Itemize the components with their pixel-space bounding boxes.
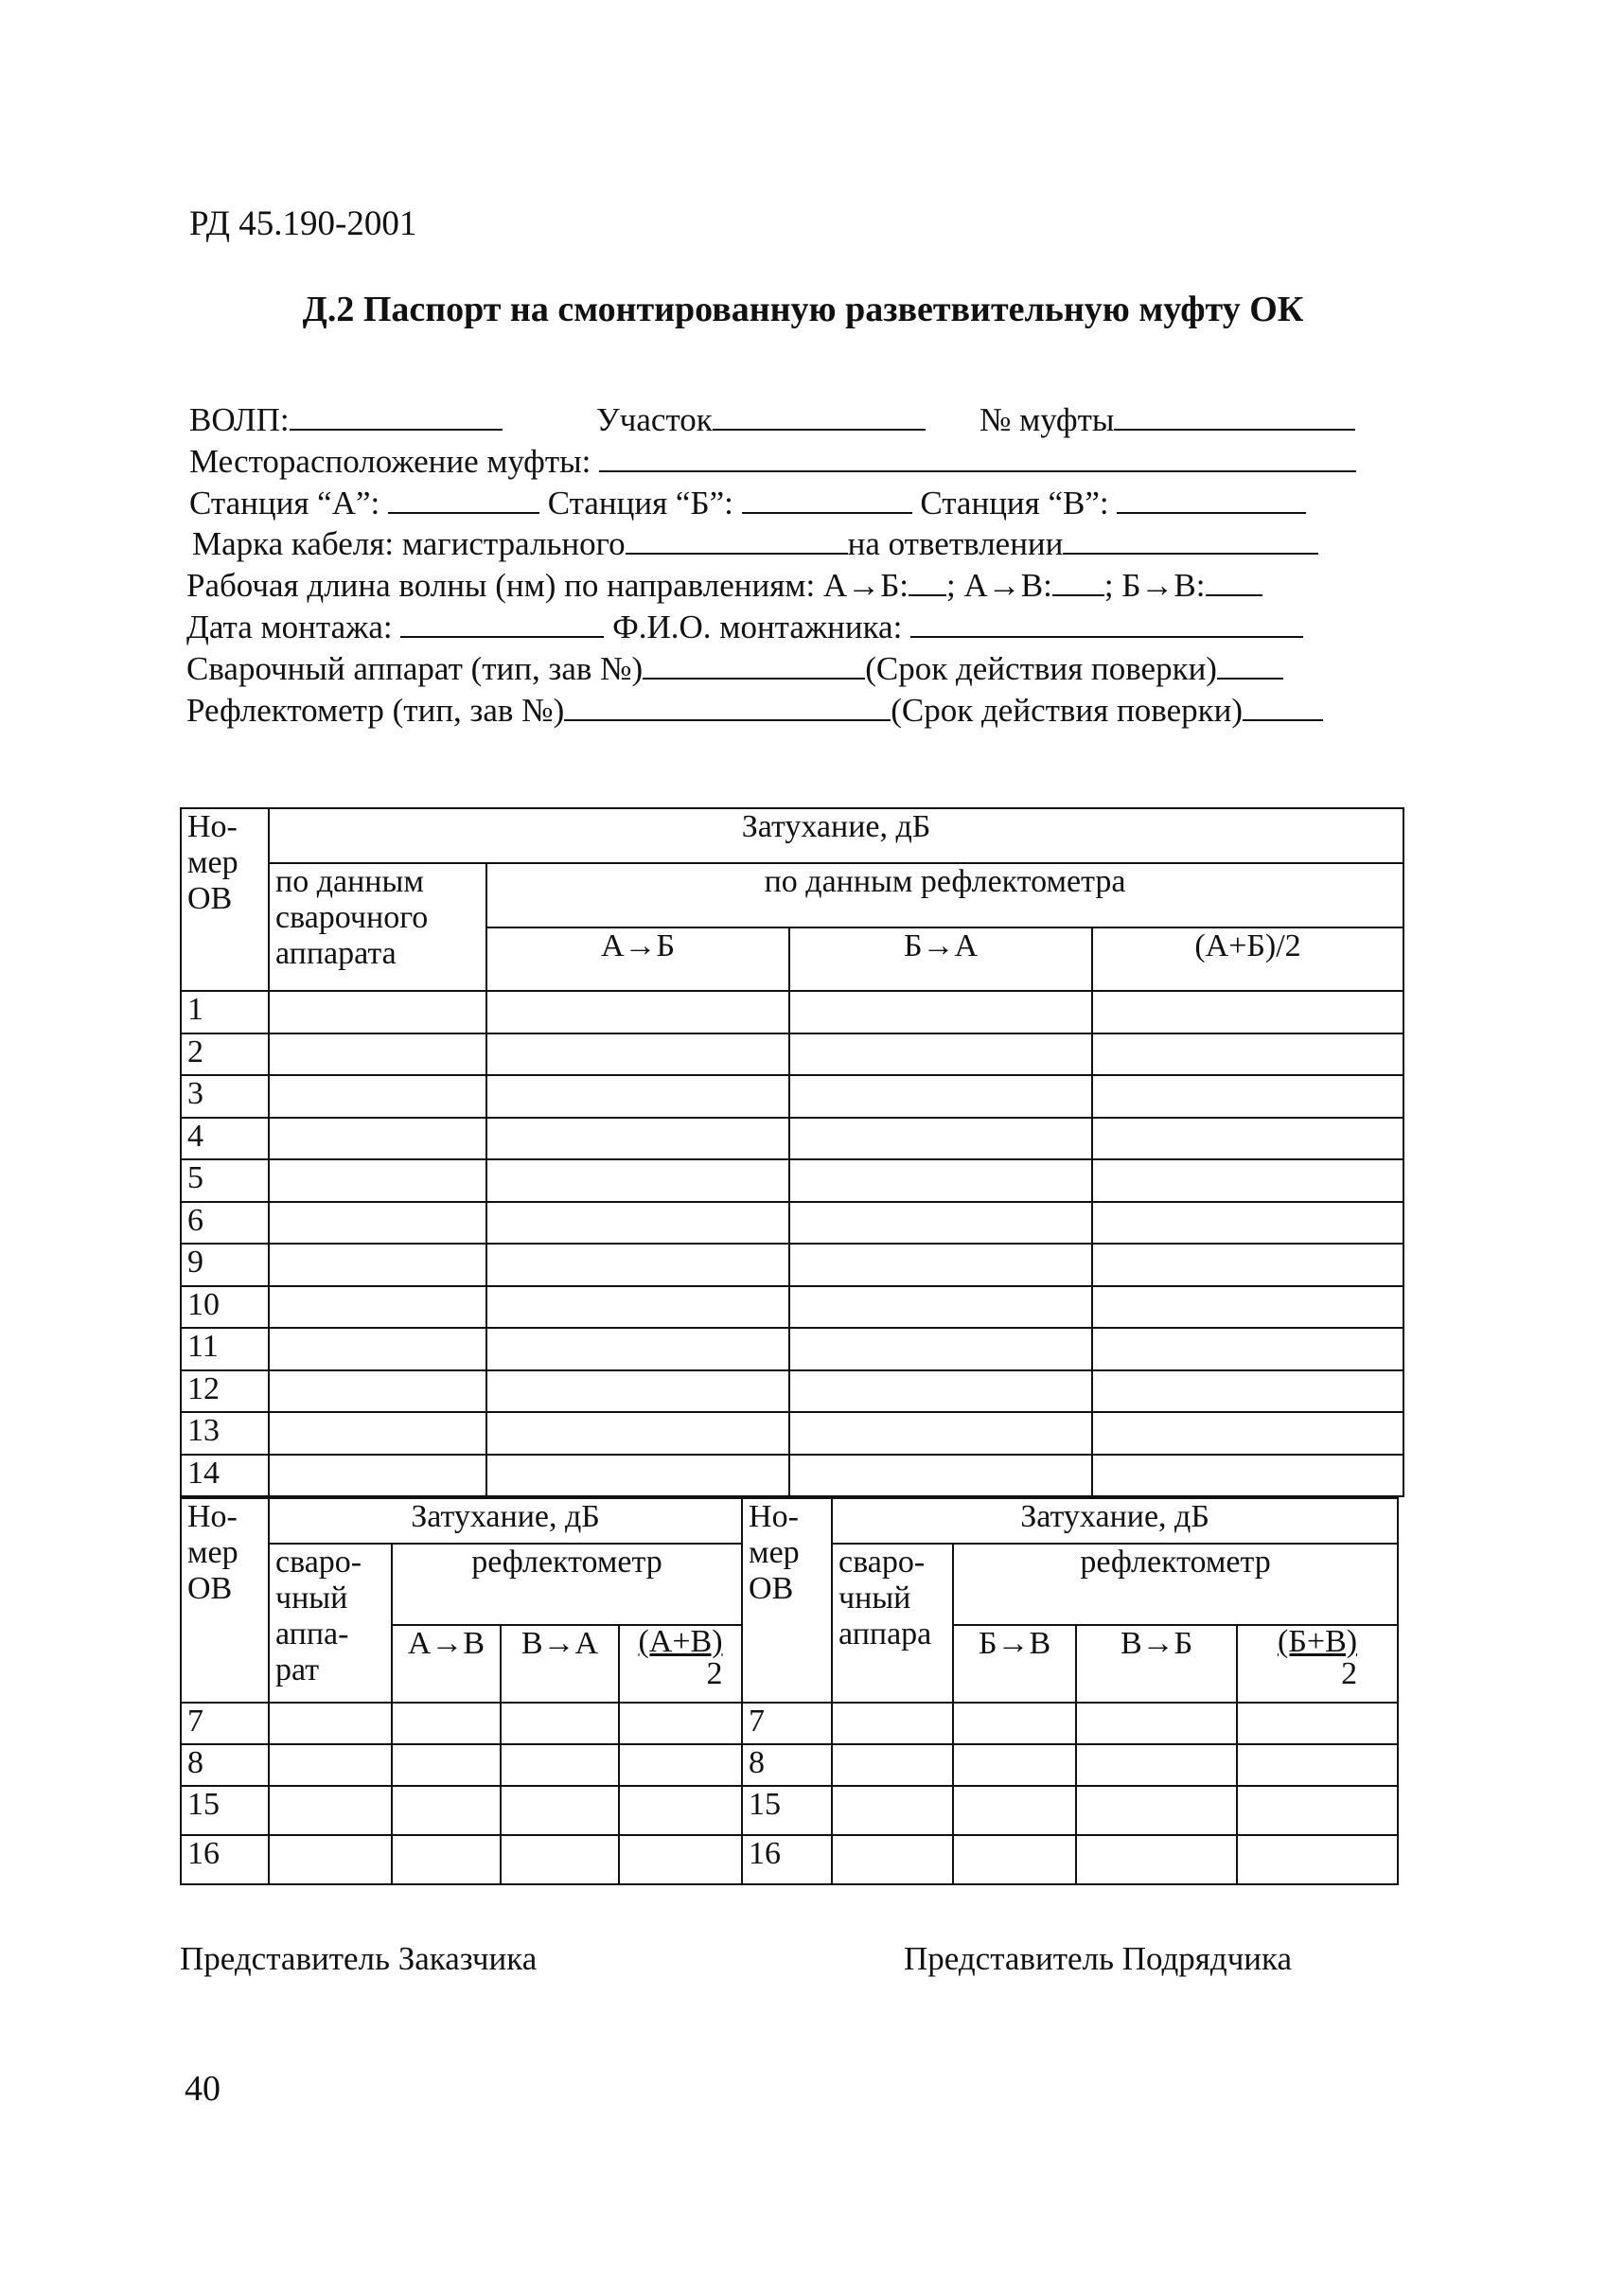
fiber-number-right: 7 — [742, 1703, 832, 1744]
field-wl-bv-blank[interactable] — [1206, 566, 1262, 596]
table-row — [181, 1033, 1403, 1076]
value-cell[interactable] — [269, 991, 486, 1033]
field-station-b-label: Станция “Б”: — [547, 485, 733, 521]
value-cell[interactable] — [832, 1744, 953, 1786]
field-reflectometer — [186, 690, 1323, 732]
dir-ba-header: Б→А — [789, 927, 1092, 991]
value-cell[interactable] — [789, 1328, 1092, 1370]
field-wavelength — [186, 565, 1262, 607]
value-cell[interactable] — [269, 1159, 486, 1202]
attenuation-header-left: Затухание, дБ — [269, 1498, 742, 1544]
value-cell[interactable] — [1092, 1159, 1403, 1202]
fiber-number: 13 — [181, 1412, 269, 1455]
value-cell[interactable] — [486, 1244, 789, 1286]
table-row — [181, 1455, 1403, 1497]
field-station-v-label: Станция “В”: — [920, 485, 1109, 521]
value-cell[interactable] — [486, 1328, 789, 1370]
dir-av-header: А→В — [392, 1625, 501, 1703]
value-cell[interactable] — [269, 1328, 486, 1370]
value-cell[interactable] — [392, 1703, 501, 1744]
value-cell[interactable] — [953, 1835, 1076, 1884]
fiber-number-left: 8 — [181, 1744, 269, 1786]
field-section-blank[interactable] — [713, 400, 926, 431]
field-date — [186, 607, 1303, 648]
field-reflectometer-check-label: (Срок действия поверки) — [891, 692, 1243, 729]
field-reflectometer-label: Рефлектометр (тип, зав №) — [186, 692, 565, 729]
value-cell[interactable] — [832, 1786, 953, 1835]
value-cell[interactable] — [1092, 1412, 1403, 1455]
attenuation-table-2 — [180, 1497, 1399, 1885]
table-row — [181, 1118, 1403, 1160]
fiber-number-left: 16 — [181, 1835, 269, 1884]
value-cell[interactable] — [486, 1202, 789, 1245]
value-cell[interactable] — [789, 1033, 1092, 1076]
by-reflectometer-header: по данным рефлектометра — [486, 863, 1403, 927]
fiber-number: 10 — [181, 1286, 269, 1329]
reflectometer-header-right: рефлектометр — [953, 1544, 1398, 1625]
fiber-number: 9 — [181, 1244, 269, 1286]
field-volp — [189, 399, 503, 441]
page-number: 40 — [185, 2069, 221, 2109]
value-cell[interactable] — [1092, 1202, 1403, 1245]
field-wavelength-label: Рабочая длина волны (нм) по направлениям: А→Б: — [186, 567, 909, 604]
value-cell[interactable] — [789, 1412, 1092, 1455]
value-cell[interactable] — [1092, 1455, 1403, 1497]
welder-header-right: сваро- чный аппара — [832, 1544, 953, 1703]
value-cell[interactable] — [832, 1835, 953, 1884]
col-number-header-left: Но- мер ОВ — [181, 1498, 269, 1703]
dir-vb-header: В→Б — [1076, 1625, 1237, 1703]
value-cell[interactable] — [486, 1455, 789, 1497]
value-cell[interactable] — [1237, 1744, 1398, 1786]
table-row — [181, 1786, 1398, 1835]
fiber-number: 4 — [181, 1118, 269, 1160]
field-welder — [186, 648, 1283, 690]
field-volp-blank[interactable] — [290, 400, 503, 431]
value-cell[interactable] — [1092, 1033, 1403, 1076]
fiber-number-left: 7 — [181, 1703, 269, 1744]
table-row — [181, 991, 1403, 1033]
field-section-label: Участок — [596, 401, 713, 438]
value-cell[interactable] — [1076, 1703, 1237, 1744]
value-cell[interactable] — [392, 1744, 501, 1786]
value-cell[interactable] — [789, 991, 1092, 1033]
field-location-blank[interactable] — [599, 442, 1356, 472]
value-cell[interactable] — [1092, 1328, 1403, 1370]
field-installer-blank[interactable] — [910, 608, 1303, 638]
dir-ab-header: А→Б — [486, 927, 789, 991]
value-cell[interactable] — [953, 1744, 1076, 1786]
value-cell[interactable] — [1076, 1835, 1237, 1884]
value-cell[interactable] — [789, 1370, 1092, 1413]
value-cell[interactable] — [486, 1075, 789, 1118]
field-wl-bv-label: ; Б→В: — [1103, 567, 1206, 604]
value-cell[interactable] — [269, 1244, 486, 1286]
value-cell[interactable] — [501, 1703, 619, 1744]
value-cell[interactable] — [269, 1455, 486, 1497]
fiber-number: 6 — [181, 1202, 269, 1245]
value-cell[interactable] — [619, 1835, 742, 1884]
field-station-v-blank[interactable] — [1117, 484, 1306, 514]
field-stations — [189, 483, 1306, 524]
avg-header: (А+Б)/2 — [1092, 927, 1403, 991]
field-volp-label: ВОЛП: — [189, 401, 290, 438]
field-cable-branch-blank[interactable] — [1063, 524, 1318, 555]
customer-signature: Представитель Заказчика — [180, 1940, 538, 1977]
attenuation-header: Затухание, дБ — [269, 808, 1403, 863]
field-cable-main-label: Марка кабеля: магистрального — [192, 525, 626, 562]
value-cell[interactable] — [789, 1118, 1092, 1160]
value-cell[interactable] — [1237, 1786, 1398, 1835]
field-welder-check-blank[interactable] — [1217, 649, 1283, 680]
value-cell[interactable] — [269, 1744, 392, 1786]
value-cell[interactable] — [486, 1412, 789, 1455]
fiber-number: 1 — [181, 991, 269, 1033]
field-reflectometer-blank[interactable] — [564, 691, 891, 721]
value-cell[interactable] — [486, 1370, 789, 1413]
value-cell[interactable] — [1237, 1835, 1398, 1884]
table-row — [181, 1328, 1403, 1370]
fiber-number: 5 — [181, 1159, 269, 1202]
fiber-number-right: 8 — [742, 1744, 832, 1786]
value-cell[interactable] — [789, 1075, 1092, 1118]
field-cable — [192, 523, 1318, 565]
table-row — [181, 1744, 1398, 1786]
fiber-number: 14 — [181, 1455, 269, 1497]
value-cell[interactable] — [789, 1244, 1092, 1286]
value-cell[interactable] — [1092, 991, 1403, 1033]
value-cell[interactable] — [619, 1744, 742, 1786]
value-cell[interactable] — [953, 1786, 1076, 1835]
dir-bv-header: Б→В — [953, 1625, 1076, 1703]
value-cell[interactable] — [953, 1703, 1076, 1744]
reflectometer-header-left: рефлектометр — [392, 1544, 742, 1625]
value-cell[interactable] — [1092, 1286, 1403, 1329]
value-cell[interactable] — [269, 1075, 486, 1118]
value-cell[interactable] — [269, 1835, 392, 1884]
value-cell[interactable] — [832, 1703, 953, 1744]
value-cell[interactable] — [486, 1159, 789, 1202]
field-coupling-blank[interactable] — [1114, 400, 1355, 431]
value-cell[interactable] — [486, 1118, 789, 1160]
field-station-b-blank[interactable] — [742, 484, 912, 514]
table-row — [181, 1412, 1403, 1455]
attenuation-table-1 — [180, 807, 1404, 1497]
field-reflectometer-check-blank[interactable] — [1243, 691, 1323, 721]
table-row — [181, 1159, 1403, 1202]
page-title: Д.2 Паспорт на смонтированную разветвительную муфту ОК — [302, 290, 1304, 329]
value-cell[interactable] — [1092, 1244, 1403, 1286]
field-welder-check-label: (Срок действия поверки) — [865, 650, 1217, 687]
field-installer-label: Ф.И.О. монтажника: — [612, 609, 903, 645]
value-cell[interactable] — [1092, 1075, 1403, 1118]
table-row — [181, 1703, 1398, 1744]
col-number-header: Но- мер ОВ — [181, 808, 269, 991]
value-cell[interactable] — [1237, 1703, 1398, 1744]
value-cell[interactable] — [269, 1370, 486, 1413]
field-coupling — [979, 399, 1355, 441]
field-location — [189, 441, 1356, 483]
value-cell[interactable] — [1076, 1744, 1237, 1786]
field-cable-branch-label: на ответвлении — [847, 525, 1064, 562]
field-date-label: Дата монтажа: — [186, 609, 393, 645]
value-cell[interactable] — [619, 1703, 742, 1744]
dir-va-header: В→А — [501, 1625, 619, 1703]
attenuation-header-right: Затухание, дБ — [832, 1498, 1398, 1544]
value-cell[interactable] — [392, 1786, 501, 1835]
value-cell[interactable] — [789, 1455, 1092, 1497]
field-date-blank[interactable] — [400, 608, 604, 638]
value-cell[interactable] — [269, 1786, 392, 1835]
value-cell[interactable] — [486, 1286, 789, 1329]
value-cell[interactable] — [1092, 1370, 1403, 1413]
field-location-label: Месторасположение муфты: — [189, 443, 591, 480]
value-cell[interactable] — [269, 1033, 486, 1076]
contractor-signature: Представитель Подрядчика — [904, 1940, 1293, 1977]
field-section — [596, 399, 926, 441]
avg-av-header: $\frac{(А+В)}{2}$ — [619, 1625, 742, 1703]
table-row — [181, 1244, 1403, 1286]
avg-bv-header: $\frac{(Б+В)}{2}$ — [1237, 1625, 1398, 1703]
value-cell[interactable] — [486, 1033, 789, 1076]
value-cell[interactable] — [486, 991, 789, 1033]
value-cell[interactable] — [392, 1835, 501, 1884]
table-row — [181, 1202, 1403, 1245]
welder-header-left: сваро- чный аппа- рат — [269, 1544, 392, 1703]
field-station-a-blank[interactable] — [388, 484, 539, 514]
document-code: РД 45.190-2001 — [189, 204, 417, 243]
value-cell[interactable] — [619, 1786, 742, 1835]
field-wl-av-blank[interactable] — [1052, 566, 1104, 596]
table-row — [181, 1370, 1403, 1413]
value-cell[interactable] — [269, 1412, 486, 1455]
fiber-number: 2 — [181, 1033, 269, 1076]
field-wl-ab-blank[interactable] — [909, 566, 946, 596]
value-cell[interactable] — [789, 1286, 1092, 1329]
value-cell[interactable] — [501, 1744, 619, 1786]
fiber-number: 12 — [181, 1370, 269, 1413]
fiber-number: 3 — [181, 1075, 269, 1118]
table-row — [181, 1075, 1403, 1118]
value-cell[interactable] — [789, 1202, 1092, 1245]
field-welder-label: Сварочный аппарат (тип, зав №) — [186, 650, 644, 687]
value-cell[interactable] — [269, 1118, 486, 1160]
field-wl-av-label: ; А→В: — [946, 567, 1052, 604]
value-cell[interactable] — [269, 1202, 486, 1245]
value-cell[interactable] — [1076, 1786, 1237, 1835]
by-welder-header: по данным сварочного аппарата — [269, 863, 486, 991]
table-row — [181, 1286, 1403, 1329]
value-cell[interactable] — [1092, 1118, 1403, 1160]
field-coupling-label: № муфты — [979, 401, 1115, 438]
value-cell[interactable] — [501, 1835, 619, 1884]
fiber-number-right: 16 — [742, 1835, 832, 1884]
table-row — [181, 1835, 1398, 1884]
fiber-number: 11 — [181, 1328, 269, 1370]
value-cell[interactable] — [789, 1159, 1092, 1202]
col-number-header-right: Но- мер ОВ — [742, 1498, 832, 1703]
field-station-a-label: Станция “А”: — [189, 485, 380, 521]
field-cable-main-blank[interactable] — [626, 524, 848, 555]
field-welder-blank[interactable] — [643, 649, 865, 680]
value-cell[interactable] — [501, 1786, 619, 1835]
value-cell[interactable] — [269, 1703, 392, 1744]
fiber-number-left: 15 — [181, 1786, 269, 1835]
fiber-number-right: 15 — [742, 1786, 832, 1835]
value-cell[interactable] — [269, 1286, 486, 1329]
